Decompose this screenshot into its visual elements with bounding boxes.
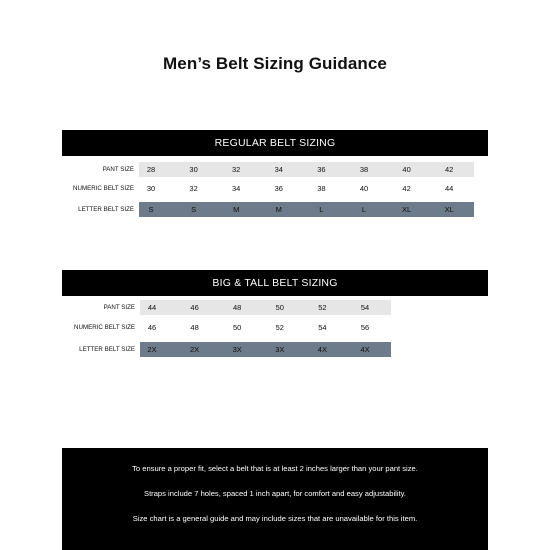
size-cell: S xyxy=(148,205,154,214)
row-label-pant-size: PANT SIZE xyxy=(103,304,135,311)
big-tall-sizing-header: BIG & TALL BELT SIZING xyxy=(62,270,488,296)
size-cell: 54 xyxy=(360,303,370,312)
size-cell: 50 xyxy=(233,323,242,332)
size-cell: 3X xyxy=(275,345,285,354)
size-cell: M xyxy=(275,205,282,214)
size-cell: 42 xyxy=(402,184,411,193)
size-cell: 34 xyxy=(274,165,283,174)
row-label-letter-belt-size: LETTER BELT SIZE xyxy=(78,206,134,213)
size-cell: 30 xyxy=(189,165,198,174)
size-cell: L xyxy=(361,205,367,214)
size-cell: L xyxy=(319,205,324,214)
size-cell: 32 xyxy=(232,165,241,174)
size-cell: 38 xyxy=(317,184,326,193)
size-cell: 30 xyxy=(146,184,156,193)
footer-notes xyxy=(62,448,488,550)
size-cell: 46 xyxy=(147,323,157,332)
size-cell: 2X xyxy=(147,345,157,354)
size-cell: 40 xyxy=(402,165,411,174)
size-cell: 36 xyxy=(317,165,326,174)
size-cell: 52 xyxy=(275,323,284,332)
size-cell: 3X xyxy=(232,345,242,354)
footer-note-guide: Size chart is a general guide and may include sizes that are unavailable for this item. xyxy=(132,514,418,523)
size-cell: 42 xyxy=(445,165,454,174)
size-cell: XL xyxy=(444,205,454,214)
size-cell: 50 xyxy=(275,303,284,312)
size-cell: 56 xyxy=(360,323,370,332)
size-cell: M xyxy=(233,205,240,214)
regular-sizing-header: REGULAR BELT SIZING xyxy=(62,130,488,156)
size-cell: S xyxy=(191,205,197,214)
size-cell: 48 xyxy=(233,303,242,312)
size-cell: 4X xyxy=(360,345,370,354)
size-cell: 38 xyxy=(359,165,369,174)
size-cell: 44 xyxy=(445,184,454,193)
size-cell: 52 xyxy=(318,303,327,312)
size-cell: 34 xyxy=(232,184,241,193)
size-cell: 36 xyxy=(274,184,283,193)
size-cell: 48 xyxy=(190,323,199,332)
size-cell: 40 xyxy=(359,184,369,193)
size-cell: 4X xyxy=(317,345,327,354)
size-cell: XL xyxy=(402,205,412,214)
size-cell: 32 xyxy=(189,184,198,193)
size-cell: 28 xyxy=(146,165,156,174)
row-label-numeric-belt-size: NUMERIC BELT SIZE xyxy=(73,185,134,192)
page-title: Men’s Belt Sizing Guidance xyxy=(163,54,387,73)
row-label-numeric-belt-size: NUMERIC BELT SIZE xyxy=(74,324,135,331)
size-cell: 54 xyxy=(318,323,327,332)
size-cell: 2X xyxy=(190,345,200,354)
footer-note-fit: To ensure a proper fit, select a belt that is at least 2 inches larger than your pant size. xyxy=(132,464,418,473)
row-label-letter-belt-size: LETTER BELT SIZE xyxy=(79,346,135,353)
footer-note-straps: Straps include 7 holes, spaced 1 inch apart, for comfort and easy adjustability. xyxy=(144,489,406,498)
row-label-pant-size: PANT SIZE xyxy=(102,166,134,173)
size-cell: 44 xyxy=(147,303,157,312)
size-cell: 46 xyxy=(190,303,199,312)
